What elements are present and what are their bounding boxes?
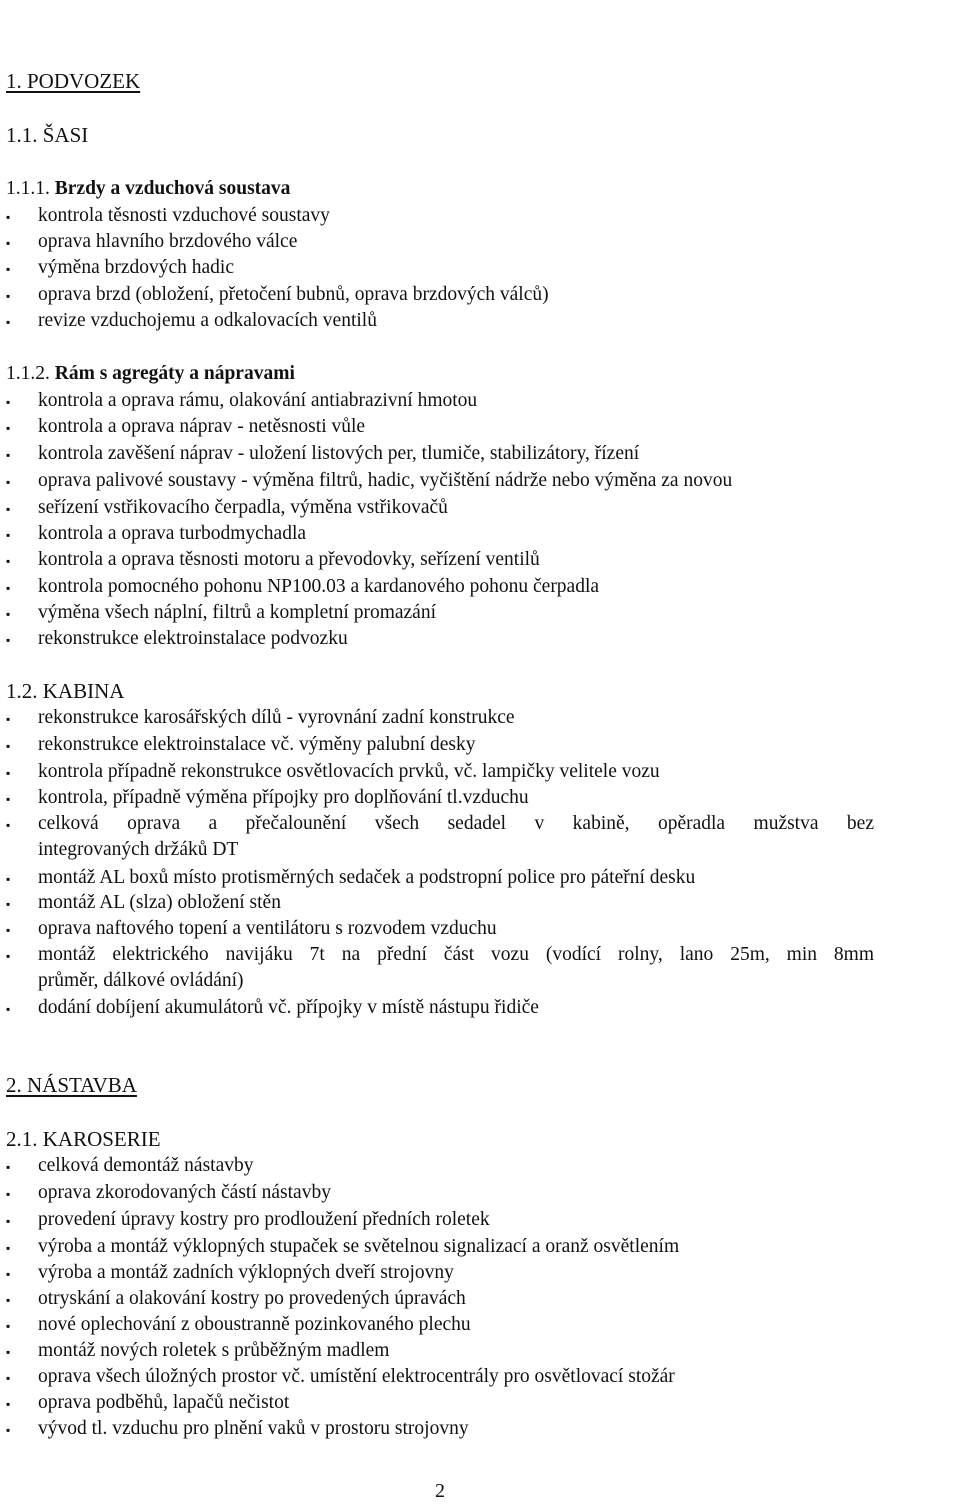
- subsection-heading-karoserie: 2.1. KAROSERIE: [6, 1127, 161, 1151]
- list-item: ▪ kontrola, případně výměna přípojky pro doplňování tl.vzduchu: [6, 785, 936, 812]
- list-item: ▪ oprava brzd (obložení, přetočení bubnů, oprava brzdových válců): [6, 282, 936, 309]
- bullet-icon: ▪: [6, 1214, 11, 1228]
- list-item: ▪ rekonstrukce elektroinstalace podvozku: [6, 626, 936, 653]
- bullet-icon: ▪: [6, 1319, 11, 1333]
- list-item: ▪ kontrola případně rekonstrukce osvětlovacích prvků, vč. lampičky velitele vozu: [6, 759, 936, 786]
- bullet-icon: ▪: [6, 792, 11, 806]
- bullet-icon: ▪: [6, 1345, 11, 1359]
- bullet-icon: ▪: [6, 554, 11, 568]
- list-item: ▪ montáž AL (slza) obložení stěn: [6, 890, 936, 917]
- list-item: ▪ nové oplechování z oboustranně pozinkovaného plechu: [6, 1312, 936, 1339]
- list-item: ▪ výroba a montáž výklopných stupaček se světelnou signalizací a oranž osvětlením: [6, 1234, 936, 1261]
- bullet-icon: ▪: [6, 1241, 11, 1255]
- list-item: ▪ celková demontáž nástavby: [6, 1153, 936, 1180]
- bullet-icon: ▪: [6, 923, 11, 937]
- bullet-icon: ▪: [6, 949, 11, 963]
- list-item: ▪ výměna brzdových hadic: [6, 255, 936, 282]
- page-number: 2: [435, 1480, 445, 1502]
- bullet-icon: ▪: [6, 872, 11, 886]
- list-item: ▪ provedení úpravy kostry pro prodloužení předních roletek: [6, 1207, 936, 1234]
- bullet-icon: ▪: [6, 1397, 11, 1411]
- list-item: ▪ celková oprava a přečalounění všech sedadel v kabině, opěradla mužstva bez integrovaných držáků DT: [6, 813, 874, 860]
- bullet-icon: ▪: [6, 1187, 11, 1201]
- bullet-icon: ▪: [6, 289, 11, 303]
- bullet-icon: ▪: [6, 448, 11, 462]
- list-item: ▪ vývod tl. vzduchu pro plnění vaků v prostoru strojovny: [6, 1416, 936, 1443]
- bullet-icon: ▪: [6, 1160, 11, 1174]
- bullet-icon: ▪: [6, 633, 11, 647]
- list-item: ▪ seřízení vstřikovacího čerpadla, výměna vstřikovačů: [6, 495, 936, 522]
- bullet-icon: ▪: [6, 528, 11, 542]
- section-heading-podvozek: 1. PODVOZEK: [6, 69, 141, 93]
- list-item: ▪ kontrola zavěšení náprav - uložení listových per, tlumiče, stabilizátory, řízení: [6, 441, 936, 468]
- bullet-icon: ▪: [6, 395, 11, 409]
- bullet-icon: ▪: [6, 739, 11, 753]
- bullet-icon: ▪: [6, 818, 11, 832]
- list-item: ▪ výroba a montáž zadních výklopných dveří strojovny: [6, 1260, 936, 1287]
- list-item: ▪ rekonstrukce elektroinstalace vč. výměny palubní desky: [6, 732, 936, 759]
- bullet-icon: ▪: [6, 236, 11, 250]
- bullet-icon: ▪: [6, 210, 11, 224]
- list-item: ▪ kontrola a oprava těsnosti motoru a převodovky, seřízení ventilů: [6, 547, 936, 574]
- bullet-icon: ▪: [6, 475, 11, 489]
- list-item: ▪ oprava všech úložných prostor vč. umístění elektrocentrály pro osvětlovací stožár: [6, 1364, 936, 1391]
- subsection-heading-sasi: 1.1. ŠASI: [6, 123, 89, 147]
- subsubsection-heading-ram: [6, 361, 295, 387]
- list-item: ▪ kontrola těsnosti vzduchové soustavy: [6, 203, 936, 230]
- subsubsection-number: 1.1.1.: [6, 178, 50, 199]
- list-item: ▪ montáž nových roletek s průběžným madlem: [6, 1338, 936, 1365]
- subsubsection-number: 1.1.2.: [6, 363, 50, 384]
- bullet-icon: ▪: [6, 766, 11, 780]
- subsubsection-heading-brzdy: [6, 176, 290, 202]
- subsubsection-title: Brzdy a vzduchová soustava: [54, 178, 291, 199]
- bullet-icon: ▪: [6, 712, 11, 726]
- list-item: ▪ oprava palivové soustavy - výměna filtrů, hadic, vyčištění nádrže nebo výměna za novou: [6, 468, 936, 495]
- bullet-icon: ▪: [6, 421, 11, 435]
- bullet-icon: ▪: [6, 315, 11, 329]
- bullet-icon: ▪: [6, 1293, 11, 1307]
- bullet-icon: ▪: [6, 1267, 11, 1281]
- list-item: ▪ montáž elektrického navijáku 7t na přední část vozu (vodící rolny, lano 25m, min 8mm průměr, dálkové ovládání): [6, 944, 874, 991]
- list-item: ▪ výměna všech náplní, filtrů a kompletní promazání: [6, 600, 936, 627]
- bullet-icon: ▪: [6, 607, 11, 621]
- list-item: ▪ dodání dobíjení akumulátorů vč. přípojky v místě nástupu řidiče: [6, 995, 936, 1022]
- list-item: ▪ otryskání a olakování kostry po provedených úpravách: [6, 1286, 936, 1313]
- bullet-icon: ▪: [6, 581, 11, 595]
- list-item: ▪ oprava podběhů, lapačů nečistot: [6, 1390, 936, 1417]
- list-item: ▪ kontrola a oprava náprav - netěsnosti vůle: [6, 414, 936, 441]
- bullet-icon: ▪: [6, 502, 11, 516]
- list-item: ▪ montáž AL boxů místo protisměrných sedaček a podstropní police pro páteřní desku: [6, 865, 936, 892]
- section-heading-nastavba: 2. NÁSTAVBA: [6, 1073, 137, 1097]
- bullet-icon: ▪: [6, 1002, 11, 1016]
- list-item: ▪ rekonstrukce karosářských dílů - vyrovnání zadní konstrukce: [6, 705, 936, 732]
- list-item: ▪ oprava naftového topení a ventilátoru s rozvodem vzduchu: [6, 916, 936, 943]
- list-item: ▪ revize vzduchojemu a odkalovacích ventilů: [6, 308, 936, 335]
- list-item: ▪ kontrola pomocného pohonu NP100.03 a kardanového pohonu čerpadla: [6, 574, 936, 601]
- subsection-heading-kabina: 1.2. KABINA: [6, 679, 125, 703]
- bullet-icon: ▪: [6, 1371, 11, 1385]
- bullet-icon: ▪: [6, 262, 11, 276]
- list-item: ▪ oprava hlavního brzdového válce: [6, 229, 936, 256]
- bullet-icon: ▪: [6, 897, 11, 911]
- list-item: ▪ kontrola a oprava turbodmychadla: [6, 521, 936, 548]
- list-item: ▪ oprava zkorodovaných částí nástavby: [6, 1180, 936, 1207]
- subsubsection-title: Rám s agregáty a nápravami: [54, 363, 295, 384]
- bullet-icon: ▪: [6, 1423, 11, 1437]
- list-item: ▪ kontrola a oprava rámu, olakování antiabrazivní hmotou: [6, 388, 936, 415]
